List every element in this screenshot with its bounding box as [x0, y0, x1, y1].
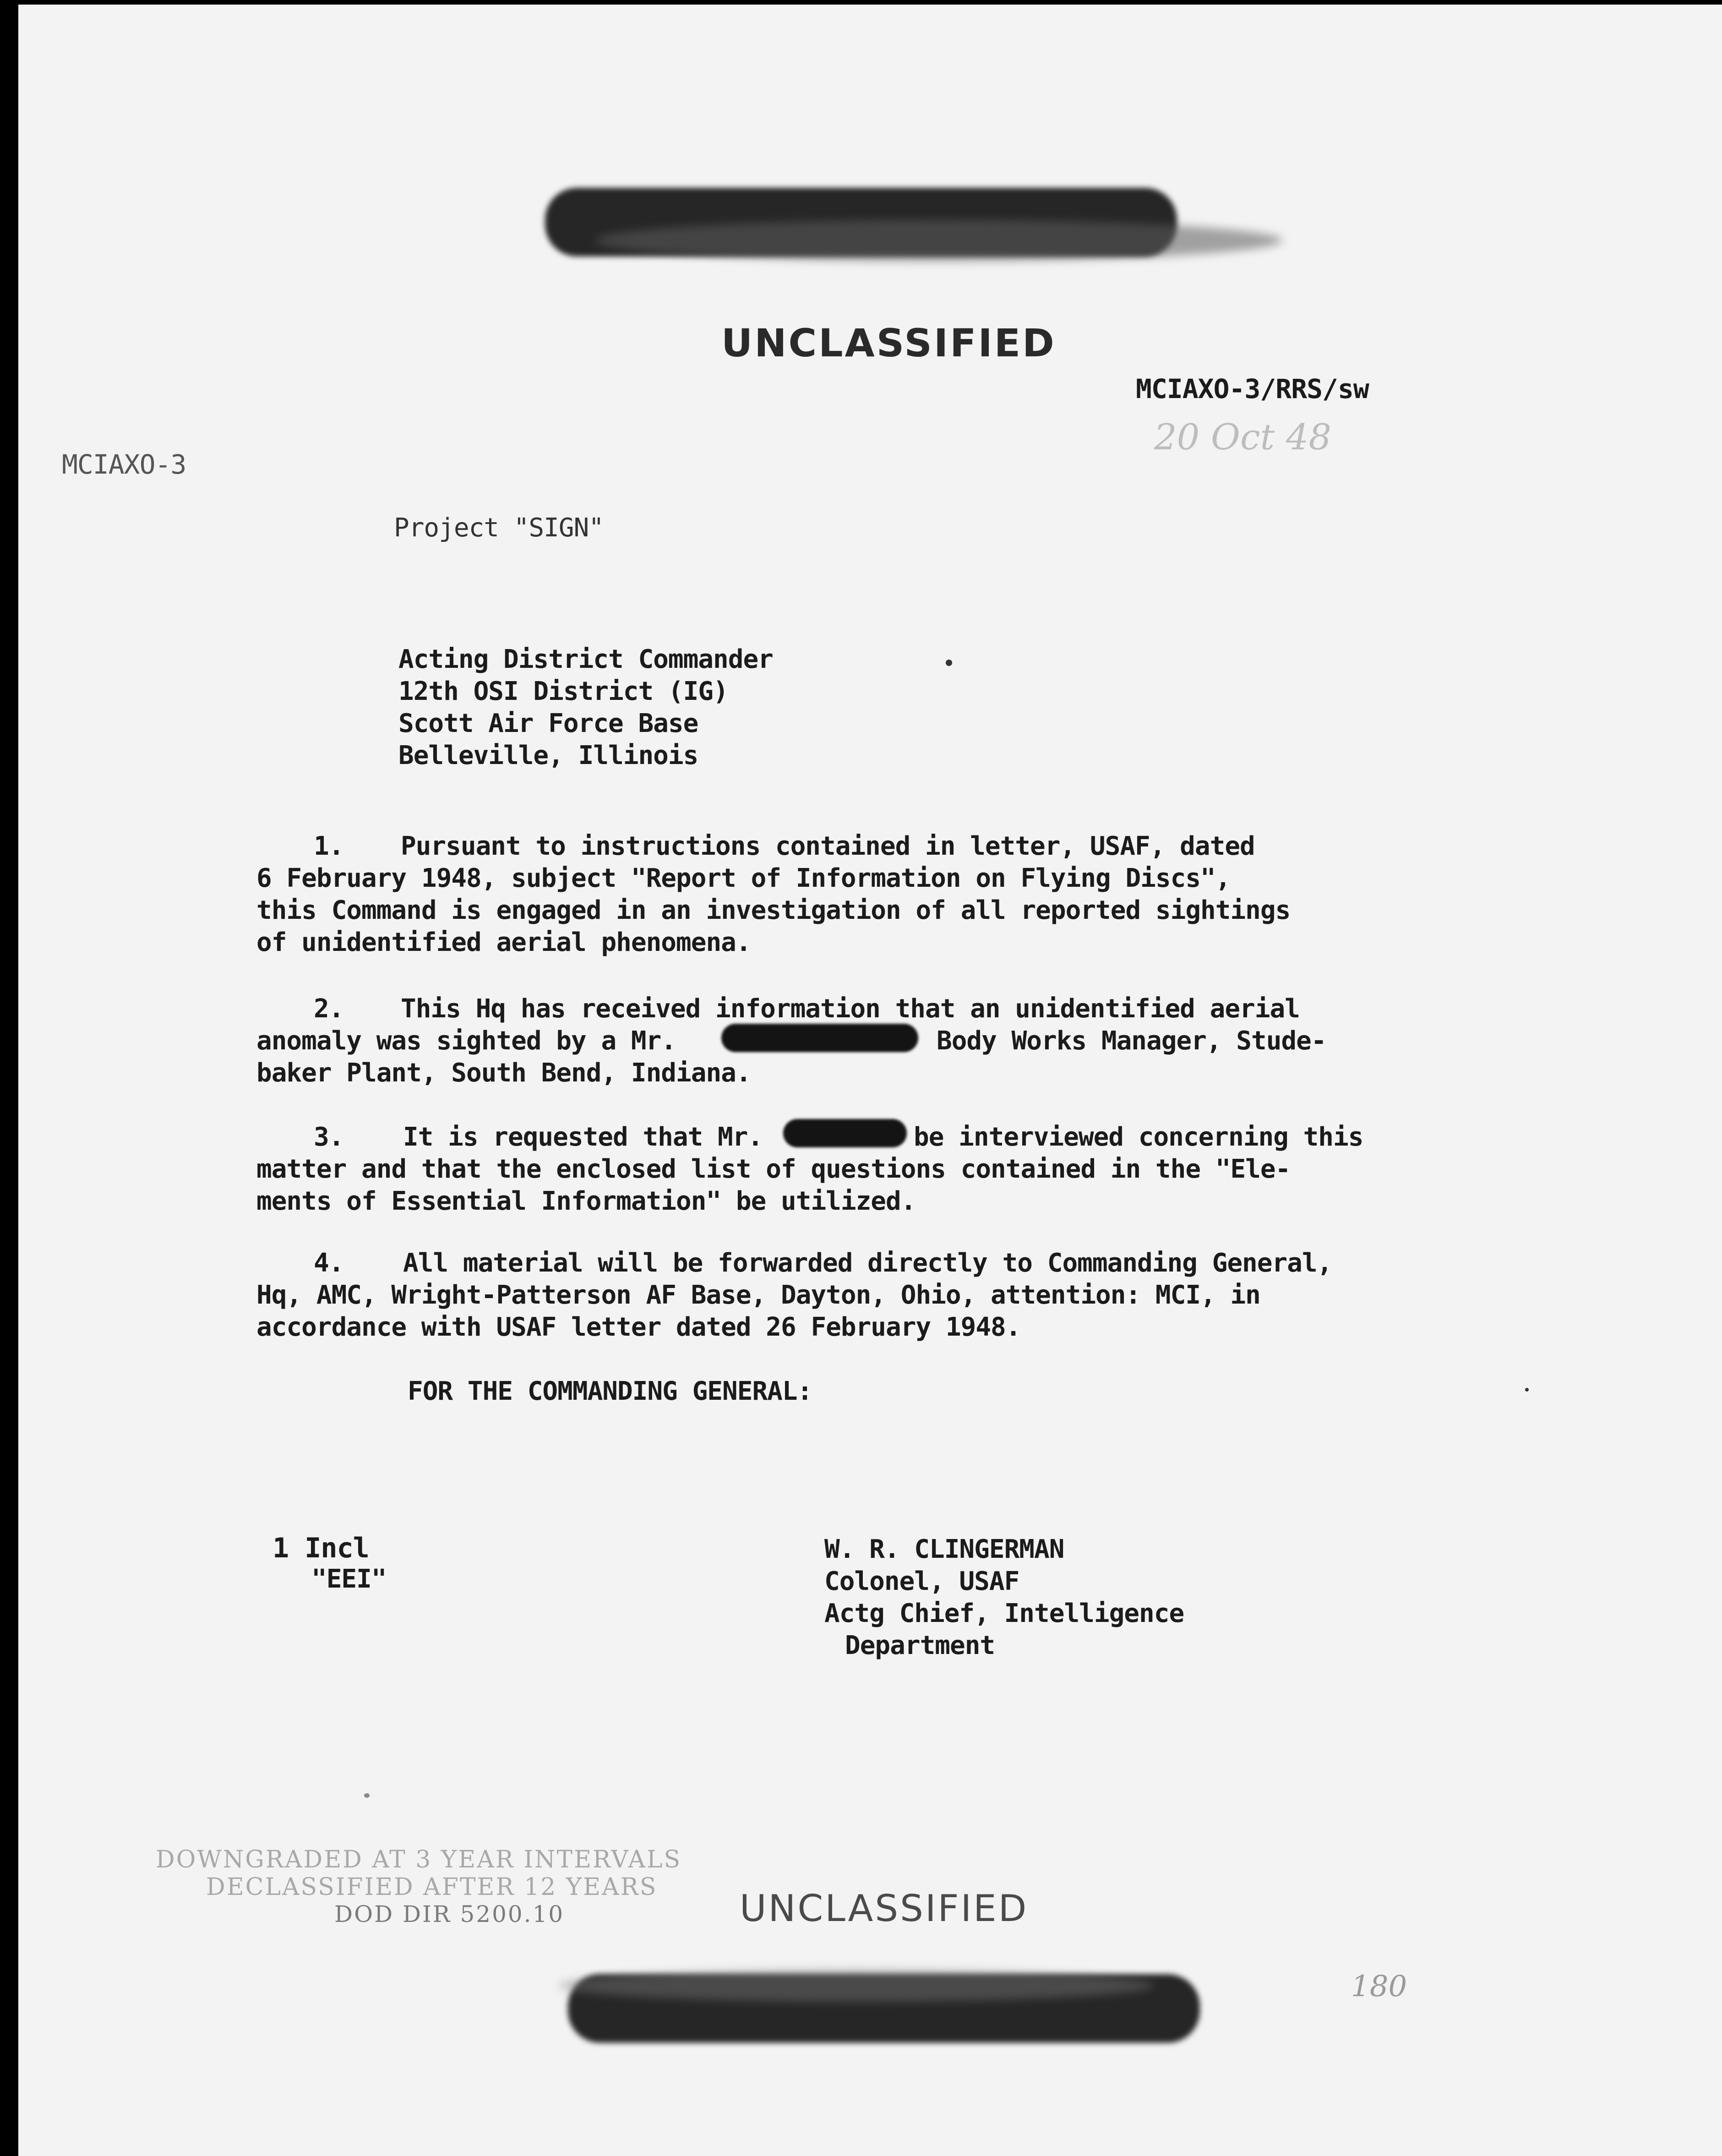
document-page [18, 5, 1722, 2156]
paragraph-line: ments of Essential Information" be utilized. [256, 1186, 916, 1216]
signature-line: Department [845, 1631, 995, 1660]
paragraph-number: 2. [314, 994, 344, 1024]
redacted-name [783, 1119, 907, 1147]
downgrade-line: DECLASSIFIED AFTER 12 YEARS [206, 1873, 658, 1901]
signature-line: Actg Chief, Intelligence [824, 1599, 1184, 1628]
paragraph-line: 6 February 1948, subject "Report of Information on Flying Discs", [256, 863, 1231, 893]
paragraph-line: anomaly was sighted by a Mr. [256, 1026, 676, 1056]
paragraph-line: baker Plant, South Bend, Indiana. [256, 1058, 751, 1088]
paragraph-line: All material will be forwarded directly to Commanding General, [403, 1248, 1332, 1278]
redaction-smudge-top [595, 220, 1282, 261]
scan-speck [364, 1793, 370, 1798]
addressee-line: 12th OSI District (IG) [398, 677, 728, 706]
file-reference-left: MCIAXO-3 [62, 449, 186, 480]
paragraph-line: this Command is engaged in an investigation of all reported sightings [256, 895, 1291, 925]
signature-line: W. R. CLINGERMAN [824, 1534, 1064, 1564]
classification-stamp-bottom: UNCLASSIFIED [740, 1887, 1029, 1930]
scan-speck [946, 660, 952, 666]
paragraph-number: 1. [314, 831, 344, 861]
file-reference-right: MCIAXO-3/RRS/sw [1136, 373, 1369, 404]
closing-line: FOR THE COMMANDING GENERAL: [408, 1376, 812, 1406]
downgrade-line: DOWNGRADED AT 3 YEAR INTERVALS [156, 1846, 682, 1873]
paragraph-number: 3. [314, 1122, 344, 1152]
paragraph-line: Hq, AMC, Wright-Patterson AF Base, Dayton, Ohio, attention: MCI, in [256, 1280, 1260, 1310]
addressee-line: Scott Air Force Base [398, 709, 698, 738]
paragraph-line: It is requested that Mr. [403, 1122, 763, 1152]
enclosure-count: 1 Incl [272, 1532, 369, 1564]
paragraph-line: be interviewed concerning this [914, 1122, 1363, 1152]
subject-line: Project "SIGN" [394, 513, 604, 543]
enclosure-name: "EEI" [311, 1564, 387, 1594]
redaction-smudge-bottom [559, 1970, 1154, 2002]
page-number: 180 [1351, 1970, 1407, 2003]
paragraph-line: Pursuant to instructions contained in letter, USAF, dated [401, 831, 1255, 861]
downgrade-line: DOD DIR 5200.10 [334, 1901, 565, 1927]
signature-line: Colonel, USAF [824, 1567, 1019, 1596]
paragraph-line: of unidentified aerial phenomena. [256, 928, 751, 957]
redacted-name [721, 1024, 918, 1052]
handwritten-date: 20 Oct 48 [1154, 417, 1332, 458]
paragraph-line: matter and that the enclosed list of questions contained in the "Ele- [256, 1154, 1291, 1184]
paragraph-line: This Hq has received information that an unidentified aerial [401, 994, 1300, 1024]
paragraph-line: accordance with USAF letter dated 26 February 1948. [256, 1312, 1021, 1342]
classification-stamp-top: UNCLASSIFIED [721, 321, 1056, 366]
addressee-line: Acting District Commander [398, 644, 773, 674]
paragraph-number: 4. [314, 1248, 344, 1278]
paragraph-line: Body Works Manager, Stude- [937, 1026, 1326, 1056]
scan-speck [1525, 1388, 1529, 1392]
addressee-line: Belleville, Illinois [398, 741, 698, 770]
